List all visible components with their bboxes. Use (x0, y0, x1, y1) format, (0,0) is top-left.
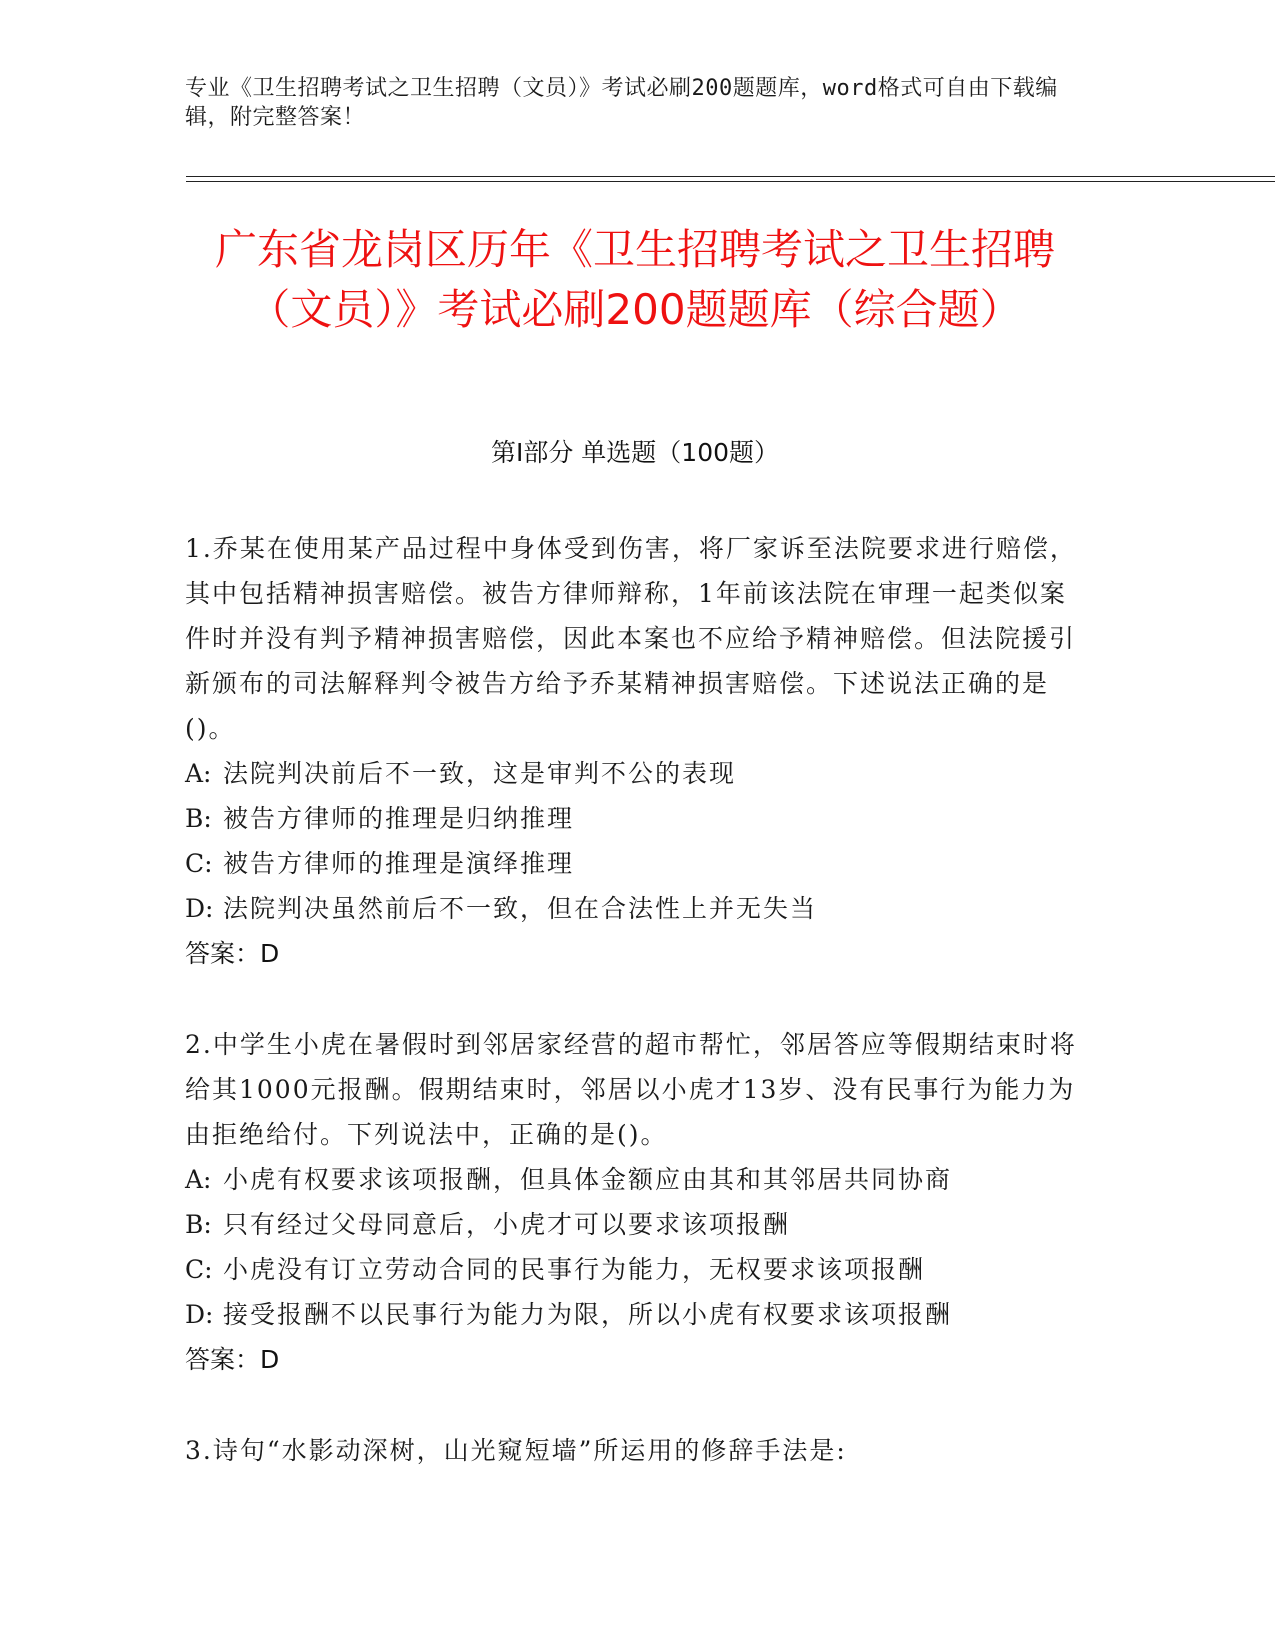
option-d (185, 1292, 1085, 1337)
option-text: 小虎没有订立劳动合同的民事行为能力，无权要求该项报酬 (223, 1255, 926, 1284)
option-text: 接受报酬不以民事行为能力为限，所以小虎有权要求该项报酬 (223, 1300, 953, 1329)
option-text: 法院判决虽然前后不一致，但在合法性上并无失当 (223, 894, 818, 923)
option-letter: B: (185, 804, 212, 833)
option-text: 只有经过父母同意后，小虎才可以要求该项报酬 (223, 1210, 791, 1239)
option-letter: A: (185, 759, 212, 788)
option-letter: D: (185, 1300, 214, 1329)
option-letter: B: (185, 1210, 212, 1239)
question-stem: 2.中学生小虎在暑假时到邻居家经营的超市帮忙，邻居答应等假期结束时将给其1000元报酬。假期结束时，邻居以小虎才13岁、没有民事行为能力为由拒绝给付。下列说法中，正确的是()。 (185, 1030, 1077, 1149)
option-text: 法院判决前后不一致，这是审判不公的表现 (223, 759, 737, 788)
option-c (185, 841, 1085, 886)
option-letter: C: (185, 849, 213, 878)
header-rule-top (186, 176, 1275, 177)
option-letter: D: (185, 894, 214, 923)
option-text: 被告方律师的推理是归纳推理 (223, 804, 575, 833)
question-stem: 3.诗句“水影动深树，山光窥短墙”所运用的修辞手法是: (185, 1436, 847, 1465)
option-b (185, 796, 1085, 841)
option-c (185, 1247, 1085, 1292)
option-letter: A: (185, 1165, 212, 1194)
header-note: 专业《卫生招聘考试之卫生招聘（文员）》考试必刷200题题库，word格式可自由下载编辑，附完整答案！ (185, 76, 1058, 130)
option-text: 小虎有权要求该项报酬，但具体金额应由其和其邻居共同协商 (223, 1165, 953, 1194)
question-1 (185, 526, 1085, 976)
document-title: 广东省龙岗区历年《卫生招聘考试之卫生招聘（文员）》考试必刷200题题库（综合题） (214, 225, 1055, 334)
option-text: 被告方律师的推理是演绎推理 (223, 849, 575, 878)
question-2 (185, 1022, 1085, 1382)
question-3 (185, 1428, 1085, 1473)
option-d (185, 886, 1085, 931)
option-letter: C: (185, 1255, 213, 1284)
header-rule-bottom (186, 181, 1275, 182)
section-title: 第Ⅰ部分 单选题（100题） (490, 438, 780, 467)
option-b (185, 1202, 1085, 1247)
answer: 答案：D (185, 1345, 280, 1374)
option-a (185, 1157, 1085, 1202)
questions-list (185, 526, 1085, 1473)
answer: 答案：D (185, 939, 280, 968)
option-a (185, 751, 1085, 796)
question-stem: 1.乔某在使用某产品过程中身体受到伤害，将厂家诉至法院要求进行赔偿，其中包括精神损害赔偿。被告方律师辩称，1年前该法院在审理一起类似案件时并没有判予精神损害赔偿，因此本案也不应给予精神赔偿。但法院援引新颁布的司法解释判令被告方给予乔某精神损害赔偿。下述说法正确的是()。 (185, 534, 1077, 743)
